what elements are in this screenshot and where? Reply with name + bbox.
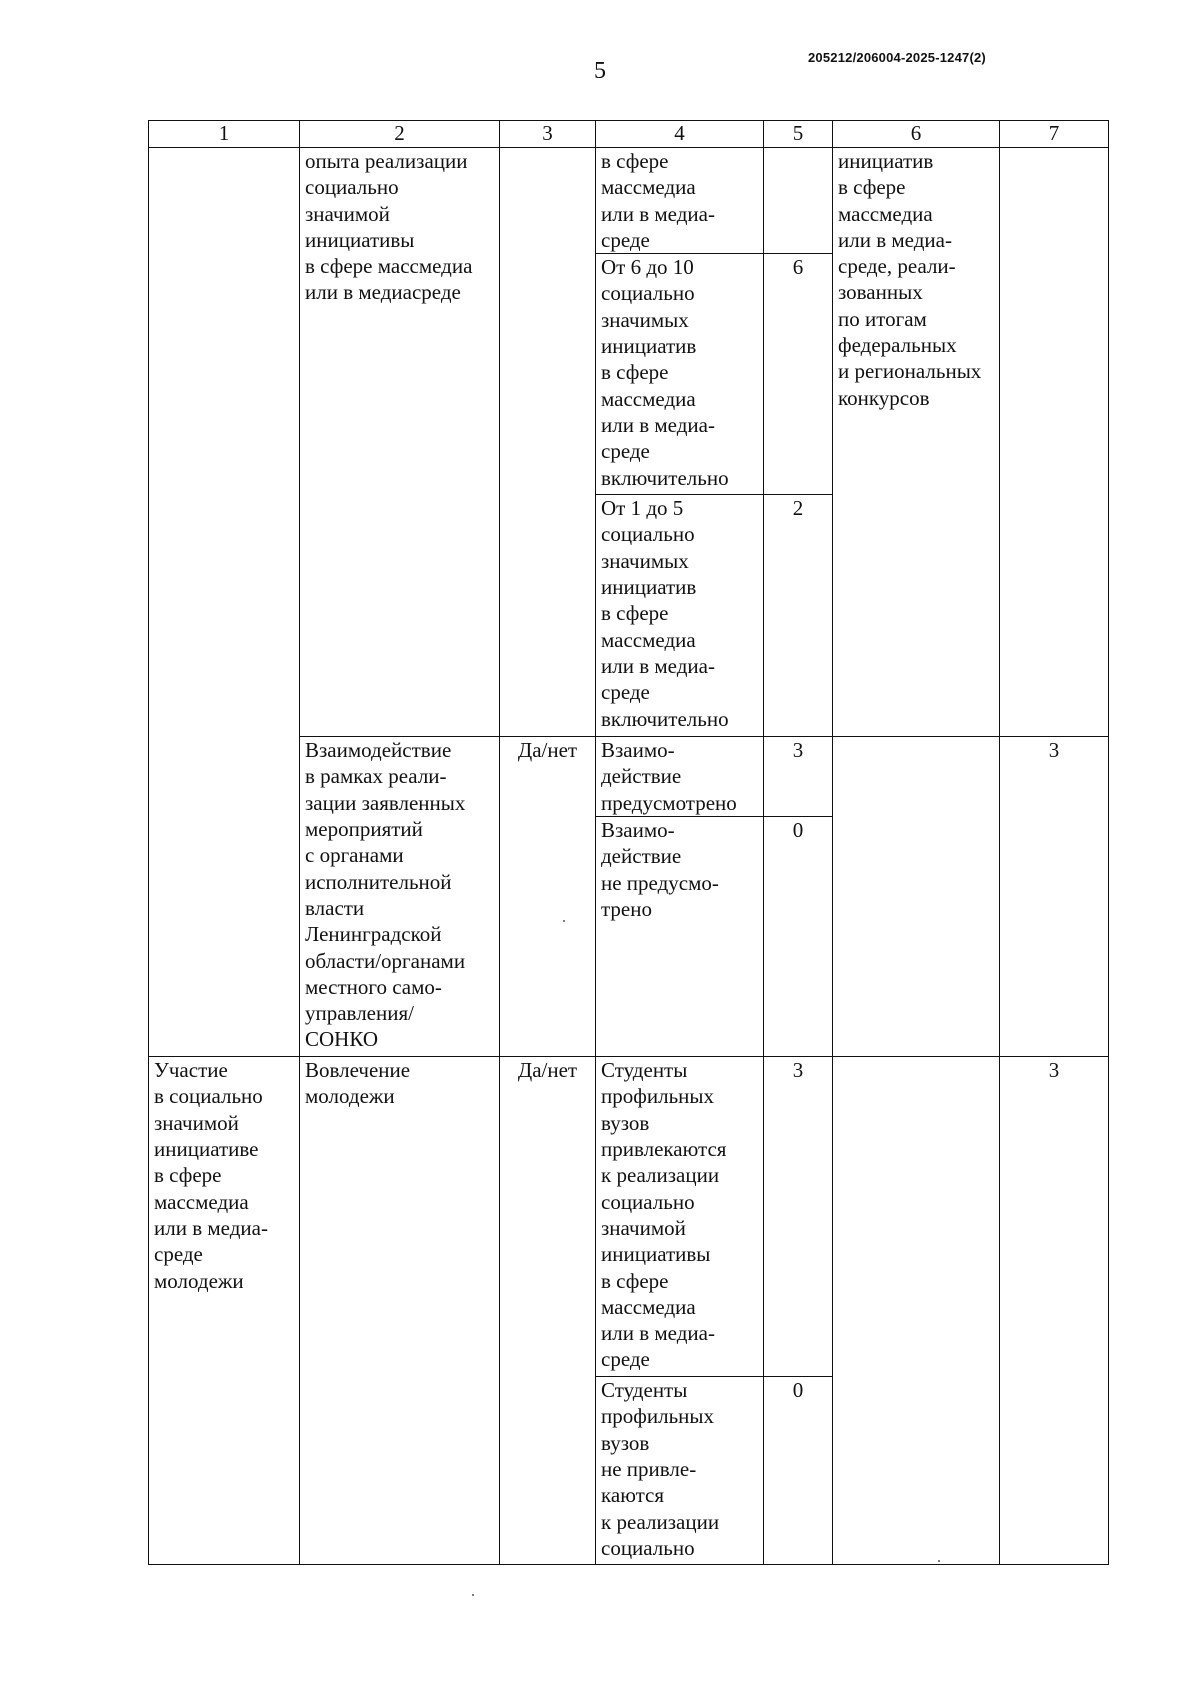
option-cell: Студенты профильных вузов привлекаются к реализации социально значимой инициативы в сфере массмедиа или в медиа- среде xyxy=(596,1057,764,1377)
header-col-4: 4 xyxy=(596,121,764,148)
max-score-cell: 3 xyxy=(1000,737,1109,1057)
method-cell: инициатив в сфере массмедиа или в медиа- среде, реали- зованных по итогам федеральных и региональных конкурсов xyxy=(833,148,1000,737)
criterion-youth-participation: Участие в социально значимой инициативе в сфере массмедиа или в медиа- среде молодежи xyxy=(149,1057,300,1565)
score-cell: 2 xyxy=(764,495,833,737)
criteria-table xyxy=(148,120,1109,1565)
table-row xyxy=(149,1057,1109,1377)
score-cell: 0 xyxy=(764,817,833,1057)
score-cell: 3 xyxy=(764,1057,833,1377)
header-col-2: 2 xyxy=(300,121,500,148)
header-col-1: 1 xyxy=(149,121,300,148)
score-cell: 0 xyxy=(764,1377,833,1565)
option-cell: Взаимо- действие предусмотрено xyxy=(596,737,764,817)
max-score-cell-empty xyxy=(1000,148,1109,737)
option-cell: в сфере массмедиа или в медиа- среде xyxy=(596,148,764,254)
table-header-row xyxy=(149,121,1109,148)
page-number: 5 xyxy=(594,58,606,84)
header-col-7: 7 xyxy=(1000,121,1109,148)
max-score-cell: 3 xyxy=(1000,1057,1109,1565)
type-cell-empty xyxy=(500,148,596,737)
indicator-interaction: Взаимодействие в рамках реали- зации заявленных мероприятий с органами исполнительной власти Ленинградской области/органами местного само- управления/ СОНКО xyxy=(300,737,500,1057)
type-cell: Да/нет xyxy=(500,1057,596,1565)
table-row xyxy=(149,148,1109,254)
score-cell: 6 xyxy=(764,254,833,495)
option-cell: Студенты профильных вузов не привле- каются к реализации социально xyxy=(596,1377,764,1565)
option-cell: От 1 до 5 социально значимых инициатив в сфере массмедиа или в медиа- среде включительно xyxy=(596,495,764,737)
criterion-cell-empty xyxy=(149,148,300,1057)
header-col-3: 3 xyxy=(500,121,596,148)
score-cell: 3 xyxy=(764,737,833,817)
option-cell: Взаимо- действие не предусмо- трено xyxy=(596,817,764,1057)
indicator-experience: опыта реализации социально значимой инициативы в сфере массмедиа или в медиасреде xyxy=(300,148,500,737)
header-col-6: 6 xyxy=(833,121,1000,148)
option-cell: От 6 до 10 социально значимых инициатив в сфере массмедиа или в медиа- среде включительно xyxy=(596,254,764,495)
scan-speck xyxy=(472,1594,474,1596)
document-code: 205212/206004-2025-1247(2) xyxy=(808,50,986,65)
indicator-youth-involvement: Вовлечение молодежи xyxy=(300,1057,500,1565)
method-cell-empty xyxy=(833,1057,1000,1565)
score-cell xyxy=(764,148,833,254)
scan-speck xyxy=(563,920,565,922)
type-cell: Да/нет xyxy=(500,737,596,1057)
method-cell-empty xyxy=(833,737,1000,1057)
header-col-5: 5 xyxy=(764,121,833,148)
scan-speck xyxy=(938,1560,940,1562)
